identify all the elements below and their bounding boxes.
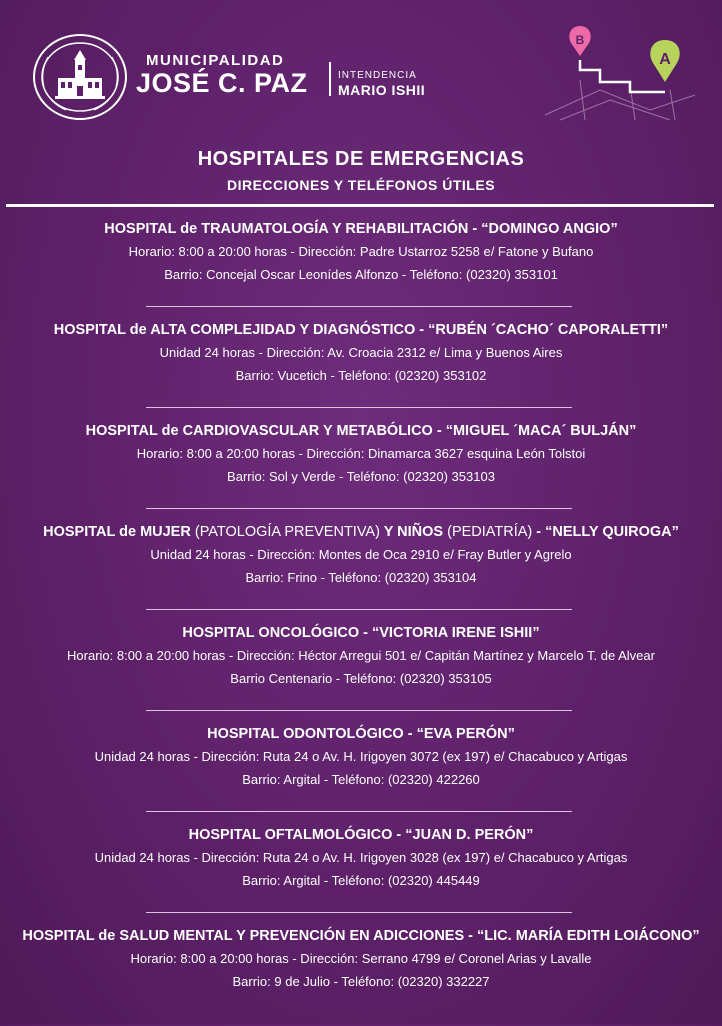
- hospital-entry: [0, 521, 722, 622]
- hospital-neighborhood-phone: Barrio: Sol y Verde - Teléfono: (02320) 353103: [227, 469, 495, 484]
- hospital-neighborhood-phone: Barrio: Concejal Oscar Leonídes Alfonzo - Teléfono: (02320) 353101: [164, 267, 558, 282]
- hospital-name: HOSPITAL de CARDIOVASCULAR Y METABÓLICO - “MIGUEL ´MACA´ BULJÁN”: [85, 423, 637, 439]
- hospital-neighborhood-phone: Barrio Centenario - Teléfono: (02320) 353105: [230, 671, 492, 686]
- hospital-schedule-address: Horario: 8:00 a 20:00 horas - Dirección: Dinamarca 3627 esquina León Tolstoi: [136, 446, 586, 461]
- hospital-name-part: HOSPITAL de MUJER: [43, 524, 191, 540]
- hospital-schedule-address: Unidad 24 horas - Dirección: Ruta 24 o Av. H. Irigoyen 3072 (ex 197) e/ Chacabuco y Artigas: [94, 749, 628, 764]
- svg-text:A: A: [659, 51, 671, 68]
- hospital-name: HOSPITAL ODONTOLÓGICO - “EVA PERÓN”: [207, 726, 515, 742]
- entry-divider: [146, 508, 572, 509]
- municipalidad-label: MUNICIPALIDAD: [146, 52, 285, 69]
- intendencia-label: INTENDENCIA: [338, 70, 417, 81]
- title-divider: [6, 204, 714, 207]
- city-name: JOSÉ C. PAZ: [136, 68, 308, 98]
- hospital-schedule-address: Unidad 24 horas - Dirección: Montes de Oca 2910 e/ Fray Butler y Agrelo: [150, 547, 572, 562]
- hospital-neighborhood-phone: Barrio: 9 de Julio - Teléfono: (02320) 332227: [232, 974, 490, 989]
- hospital-entry: [0, 420, 722, 521]
- hospital-entry: [0, 925, 722, 1026]
- hospital-schedule-address: Horario: 8:00 a 20:00 horas - Dirección: Serrano 4799 e/ Coronel Arias y Lavalle: [130, 951, 592, 966]
- municipal-seal-logo: [30, 32, 130, 122]
- hospital-entry: [0, 622, 722, 723]
- pin-b-icon: [569, 26, 590, 56]
- header-divider: [329, 62, 331, 96]
- entry-divider: [146, 407, 572, 408]
- hospital-name: HOSPITAL ONCOLÓGICO - “VICTORIA IRENE ISHII”: [182, 625, 540, 641]
- entry-divider: [146, 912, 572, 913]
- hospital-name-note: (PATOLOGÍA PREVENTIVA): [194, 524, 380, 540]
- entry-divider: [146, 710, 572, 711]
- hospital-entry: [0, 218, 722, 319]
- hospital-list: [0, 218, 722, 1026]
- hospital-name: HOSPITAL de ALTA COMPLEJIDAD Y DIAGNÓSTICO - “RUBÉN ´CACHO´ CAPORALETTI”: [53, 322, 669, 338]
- hospital-neighborhood-phone: Barrio: Frino - Teléfono: (02320) 353104: [245, 570, 477, 585]
- hospital-name: [0, 521, 722, 543]
- hospital-entry: [0, 723, 722, 824]
- page-subtitle: DIRECCIONES Y TELÉFONOS ÚTILES: [226, 177, 496, 193]
- hospital-schedule-address: Horario: 8:00 a 20:00 horas - Dirección: Padre Ustarroz 5258 e/ Fatone y Bufano: [128, 244, 594, 259]
- page-title: HOSPITALES DE EMERGENCIAS: [197, 148, 525, 170]
- hospital-neighborhood-phone: Barrio: Argital - Teléfono: (02320) 445449: [242, 873, 480, 888]
- header: [0, 0, 722, 140]
- entry-divider: [146, 609, 572, 610]
- hospital-name-part: Y NIÑOS: [383, 524, 444, 540]
- hospital-schedule-address: Horario: 8:00 a 20:00 horas - Dirección: Héctor Arregui 501 e/ Capitán Martínez y Marcelo T. de Alvear: [67, 648, 655, 663]
- svg-text:B: B: [575, 33, 585, 47]
- hospital-name: HOSPITAL de SALUD MENTAL Y PREVENCIÓN EN ADICCIONES - “LIC. MARÍA EDITH LOIÁCONO”: [22, 928, 700, 944]
- hospital-entry: [0, 319, 722, 420]
- hospital-neighborhood-phone: Barrio: Vucetich - Teléfono: (02320) 353102: [235, 368, 487, 383]
- hospital-name: HOSPITAL OFTALMOLÓGICO - “JUAN D. PERÓN”: [188, 827, 534, 843]
- pin-a-icon: [650, 40, 679, 82]
- entry-divider: [146, 306, 572, 307]
- hospital-name-note: (PEDIATRÍA): [447, 524, 533, 540]
- entry-divider: [146, 811, 572, 812]
- hospital-entry: [0, 824, 722, 925]
- intendente-name: MARIO ISHII: [338, 82, 426, 98]
- hospital-neighborhood-phone: Barrio: Argital - Teléfono: (02320) 422260: [242, 772, 480, 787]
- hospital-name-part: - “NELLY QUIROGA”: [536, 524, 679, 540]
- hospital-schedule-address: Unidad 24 horas - Dirección: Av. Croacia 2312 e/ Lima y Buenos Aires: [159, 345, 563, 360]
- route-map-icon: [540, 20, 700, 125]
- hospital-name: HOSPITAL de TRAUMATOLOGÍA Y REHABILITACIÓN - “DOMINGO ANGIO”: [104, 221, 618, 237]
- hospital-schedule-address: Unidad 24 horas - Dirección: Ruta 24 o Av. H. Irigoyen 3028 (ex 197) e/ Chacabuco y Artigas: [94, 850, 628, 865]
